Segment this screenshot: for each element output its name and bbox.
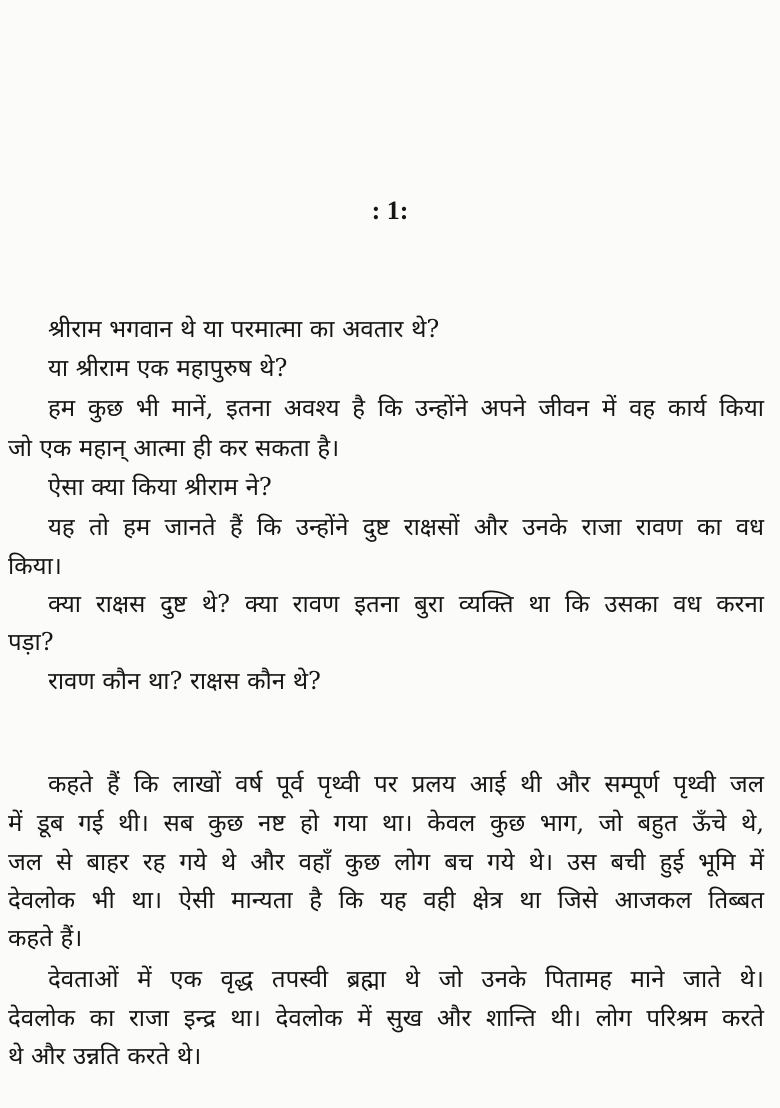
text-line: या श्रीराम एक महापुरुष थे?: [48, 354, 288, 382]
text-line: ऐसा क्या किया श्रीराम ने?: [48, 473, 272, 501]
text-line: देवलोक का राजा इन्द्र था। देवलोक में सुख और शान्ति थी। लोग परिश्रम करते: [8, 1004, 764, 1032]
text-line: कहते हैं।: [8, 924, 83, 952]
text-line: किया।: [8, 552, 62, 580]
text-line: देवताओं में एक वृद्ध तपस्वी ब्रह्मा थे जो उनके पितामह माने जाते थे।: [48, 965, 764, 993]
text-line: कहते हैं कि लाखों वर्ष पूर्व पृथ्वी पर प्रलय आई थी और सम्पूर्ण पृथ्वी जल: [48, 770, 764, 798]
text-line: जो एक महान् आत्मा ही कर सकता है।: [8, 434, 340, 462]
text-line: श्रीराम भगवान थे या परमात्मा का अवतार थे?: [48, 315, 440, 343]
text-line: रावण कौन था? राक्षस कौन थे?: [48, 667, 321, 695]
text-line: थे और उन्नति करते थे।: [8, 1042, 202, 1070]
text-line: देवलोक भी था। ऐसी मान्यता है कि यह वही क्षेत्र था जिसे आजकल तिब्बत: [8, 886, 764, 914]
chapter-number: : 1:: [371, 196, 409, 225]
text-line: में डूब गई थी। सब कुछ नष्ट हो गया था। केवल कुछ भाग, जो बहुत ऊँचे थे,: [8, 809, 764, 837]
text-line: यह तो हम जानते हैं कि उन्होंने दुष्ट राक्षसों और उनके राजा रावण का वध: [48, 513, 764, 541]
text-line: जल से बाहर रह गये थे और वहाँ कुछ लोग बच गये थे। उस बची हुई भूमि में: [8, 848, 764, 876]
text-line: क्या राक्षस दुष्ट थे? क्या रावण इतना बुरा व्यक्ति था कि उसका वध करना: [48, 590, 764, 618]
text-line: पड़ा?: [8, 628, 54, 656]
text-line: हम कुछ भी मानें, इतना अवश्य है कि उन्होंने अपने जीवन में वह कार्य किया: [48, 394, 764, 422]
